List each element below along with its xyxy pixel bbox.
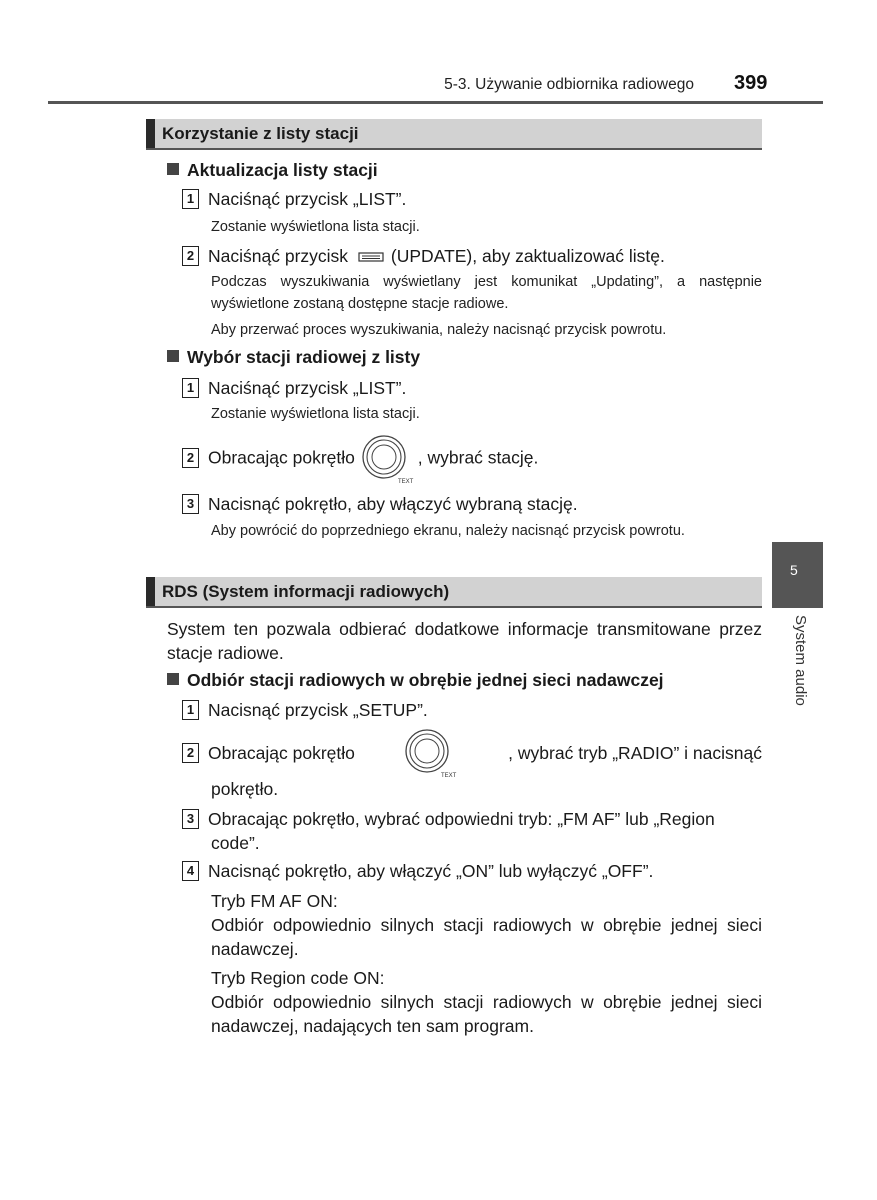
step-note: Zostanie wyświetlona lista stacji. xyxy=(211,219,420,235)
step-text: Naciśnąć przycisk „LIST”. xyxy=(208,189,407,209)
section-title: RDS (System informacji radiowych) xyxy=(162,582,450,601)
step-text: Naciśnąć przycisk xyxy=(208,246,349,266)
section-intro: System ten pozwala odbierać dodatkowe informacje transmitowane przez stacje radiowe. xyxy=(167,619,762,663)
mode-title-fm-af: Tryb FM AF ON: xyxy=(211,891,338,911)
subheading-text: Aktualizacja listy stacji xyxy=(187,160,378,180)
step-note: Zostanie wyświetlona lista stacji. xyxy=(211,406,420,422)
square-bullet-icon xyxy=(167,350,179,362)
step-text: Nacisnąć przycisk „SETUP”. xyxy=(208,700,428,720)
step-number: 3 xyxy=(182,809,199,829)
heading-bar xyxy=(146,577,155,606)
chapter-title: 5-3. Używanie odbiornika radiowego xyxy=(444,76,694,93)
step-1 xyxy=(182,376,406,400)
step-number: 4 xyxy=(182,861,199,881)
list-button-icon xyxy=(357,250,387,264)
chapter-tab-number: 5 xyxy=(790,562,798,578)
section-heading-rds xyxy=(146,577,762,608)
step-2 xyxy=(182,727,762,779)
section-title: Korzystanie z listy stacji xyxy=(162,124,359,143)
step-number: 1 xyxy=(182,700,199,720)
heading-bar xyxy=(146,119,155,148)
header-rule xyxy=(48,101,823,104)
tune-knob-icon xyxy=(360,433,418,485)
section-heading-station-list xyxy=(146,119,762,150)
step-text: Naciśnąć przycisk „LIST”. xyxy=(208,378,407,398)
step-3 xyxy=(182,807,762,855)
step-number: 1 xyxy=(182,378,199,398)
page-number: 399 xyxy=(734,72,768,94)
step-note: Podczas wyszukiwania wyświetlany jest komunikat „Updating”, a następnie wyświetlone zostaną dostępne stacje radiowe. xyxy=(211,274,762,312)
step-3 xyxy=(182,492,578,516)
tune-knob-icon xyxy=(403,727,461,779)
step-note: Aby przerwać proces wyszukiwania, należy nacisnąć przycisk powrotu. xyxy=(211,322,667,338)
step-number: 1 xyxy=(182,189,199,209)
square-bullet-icon xyxy=(167,673,179,685)
subheading-network-reception xyxy=(167,670,664,691)
step-text: Obracając pokrętło xyxy=(208,447,355,468)
step-note: Aby powrócić do poprzedniego ekranu, należy nacisnąć przycisk powrotu. xyxy=(211,523,685,539)
step-text: , wybrać tryb „RADIO” i nacisnąć xyxy=(508,743,762,763)
step-text: Nacisnąć pokrętło, aby włączyć wybraną stację. xyxy=(208,494,578,514)
step-number: 3 xyxy=(182,494,199,514)
knob-label: TEXT xyxy=(397,479,414,485)
subheading-select-from-list xyxy=(167,347,420,368)
knob-label: TEXT xyxy=(440,773,456,779)
subheading-text: Wybór stacji radiowej z listy xyxy=(187,347,421,367)
step-text: Obracając pokrętło xyxy=(208,743,355,763)
mode-title-region-code: Tryb Region code ON: xyxy=(211,968,385,988)
step-text: Nacisnąć pokrętło, aby włączyć „ON” lub wyłączyć „OFF”. xyxy=(208,861,654,881)
subheading-update-list xyxy=(167,160,378,181)
step-number: 2 xyxy=(182,743,199,763)
mode-text-fm-af: Odbiór odpowiednio silnych stacji radiowych w obrębie jednej sieci nadawczej. xyxy=(211,915,762,959)
step-2 xyxy=(182,244,665,268)
chapter-tab xyxy=(772,542,823,608)
step-1 xyxy=(182,698,428,722)
square-bullet-icon xyxy=(167,163,179,175)
step-continuation: pokrętło. xyxy=(211,779,279,799)
step-4 xyxy=(182,859,653,883)
subheading-text: Odbiór stacji radiowych w obrębie jednej sieci nadawczej xyxy=(187,670,664,690)
step-1 xyxy=(182,187,406,211)
step-text: , wybrać stację. xyxy=(417,447,539,468)
step-text: Obracając pokrętło, wybrać odpowiedni tryb: „FM AF” lub „Region code”. xyxy=(208,809,715,853)
chapter-tab-label: System audio xyxy=(792,615,809,706)
step-text: (UPDATE), aby zaktualizować listę. xyxy=(390,246,665,266)
step-lead xyxy=(182,741,355,765)
step-number: 2 xyxy=(182,448,199,468)
mode-text-region-code: Odbiór odpowiednio silnych stacji radiowych w obrębie jednej sieci nadawczej, nadających ten sam program. xyxy=(211,992,762,1036)
step-2 xyxy=(182,433,538,485)
step-number: 2 xyxy=(182,246,199,266)
